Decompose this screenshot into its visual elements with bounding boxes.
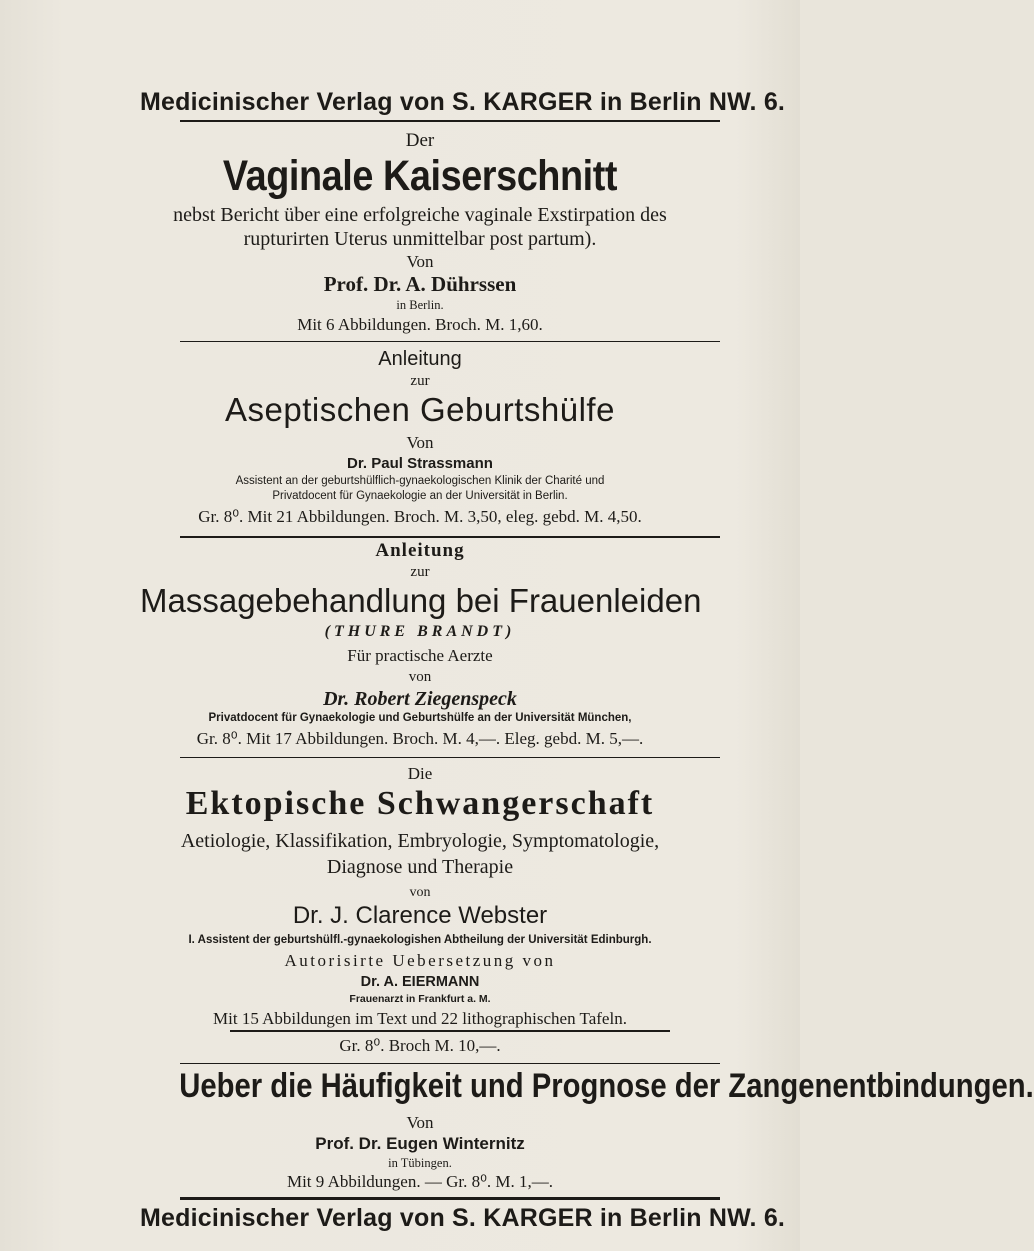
book2-author: Dr. Paul Strassmann: [347, 455, 493, 472]
book5-author: Prof. Dr. Eugen Winternitz: [315, 1134, 525, 1153]
book3-audience: Für practische Aerzte: [347, 646, 493, 665]
book5-title: Ueber die Häufigkeit und Prognose der Zangenentbindungen.: [179, 1067, 1034, 1105]
book2-zur: zur: [410, 373, 430, 389]
book4-translation: Autorisirte Uebersetzung von: [284, 951, 556, 970]
book2-pre: Anleitung: [378, 348, 462, 370]
book3-affiliation: Privatdocent für Gynaekologie und Geburtshülfe an der Universität München,: [208, 712, 632, 724]
book3-author: Dr. Robert Ziegenspeck: [323, 688, 517, 710]
header-rule: [180, 120, 720, 122]
book5-details: Mit 9 Abbildungen. — Gr. 8⁰. M. 1,—.: [286, 1172, 554, 1191]
book4-von: von: [409, 885, 431, 900]
book1-author: Prof. Dr. A. Dührssen: [323, 272, 517, 296]
book3-subtitle: (THURE BRANDT): [324, 623, 516, 640]
book1-subtitle-2: rupturirten Uterus unmittelbar post partum).: [243, 228, 597, 250]
book1-affiliation: in Berlin.: [396, 298, 444, 312]
book3-pre: Anleitung: [375, 540, 465, 561]
book4-details-1: Mit 15 Abbildungen im Text und 22 lithographischen Tafeln.: [213, 1009, 627, 1028]
book1-subtitle-1: nebst Bericht über eine erfolgreiche vaginale Exstirpation des: [173, 204, 667, 226]
book3-von: von: [408, 669, 432, 685]
publisher-footer: Medicinischer Verlag von S. KARGER in Berlin NW. 6.: [140, 1204, 786, 1232]
book5-affiliation: in Tübingen.: [388, 1156, 452, 1170]
rule-2: [180, 536, 720, 538]
book4-translator-affiliation: Frauenarzt in Frankfurt a. M.: [349, 993, 491, 1005]
book2-affiliation-1: Assistent an der geburtshülflich-gynaekologischen Klinik der Charité und: [235, 475, 605, 487]
rule-4a: [230, 1030, 670, 1032]
book5-von: Von: [406, 1113, 434, 1132]
book4-pre: Die: [407, 764, 433, 783]
book4-translator: Dr. A. EIERMANN: [360, 974, 480, 990]
book1-von: Von: [406, 252, 434, 271]
publisher-header: Medicinischer Verlag von S. KARGER in Berlin NW. 6.: [140, 88, 786, 116]
rule-4: [180, 1063, 720, 1064]
rule-1: [180, 341, 720, 342]
book2-affiliation-2: Privatdocent für Gynaekologie an der Universität in Berlin.: [272, 490, 568, 502]
book3-details: Gr. 8⁰. Mit 17 Abbildungen. Broch. M. 4,—. Eleg. gebd. M. 5,—.: [196, 729, 644, 748]
book4-details-2: Gr. 8⁰. Broch M. 10,—.: [339, 1036, 501, 1055]
book1-pre: Der: [405, 130, 435, 151]
book4-title: Ektopische Schwangerschaft: [185, 785, 655, 822]
book2-details: Gr. 8⁰. Mit 21 Abbildungen. Broch. M. 3,50, eleg. gebd. M. 4,50.: [198, 507, 642, 526]
book1-details: Mit 6 Abbildungen. Broch. M. 1,60.: [297, 315, 543, 334]
book1-title: Vaginale Kaiserschnitt: [222, 152, 618, 200]
book3-title: Massagebehandlung bei Frauenleiden: [140, 582, 702, 619]
book4-subtitle-2: Diagnose und Therapie: [326, 856, 514, 878]
book3-zur: zur: [410, 564, 430, 580]
book4-affiliation: I. Assistent der geburtshülfl.-gynaekologishen Abtheilung der Universität Edinburgh.: [188, 934, 652, 946]
book2-von: Von: [406, 433, 434, 452]
footer-rule: [180, 1197, 720, 1200]
book2-title: Aseptischen Geburtshülfe: [225, 391, 615, 428]
rule-3: [180, 757, 720, 758]
book4-author: Dr. J. Clarence Webster: [292, 902, 548, 929]
book4-subtitle-1: Aetiologie, Klassifikation, Embryologie, Symptomatologie,: [180, 830, 660, 852]
